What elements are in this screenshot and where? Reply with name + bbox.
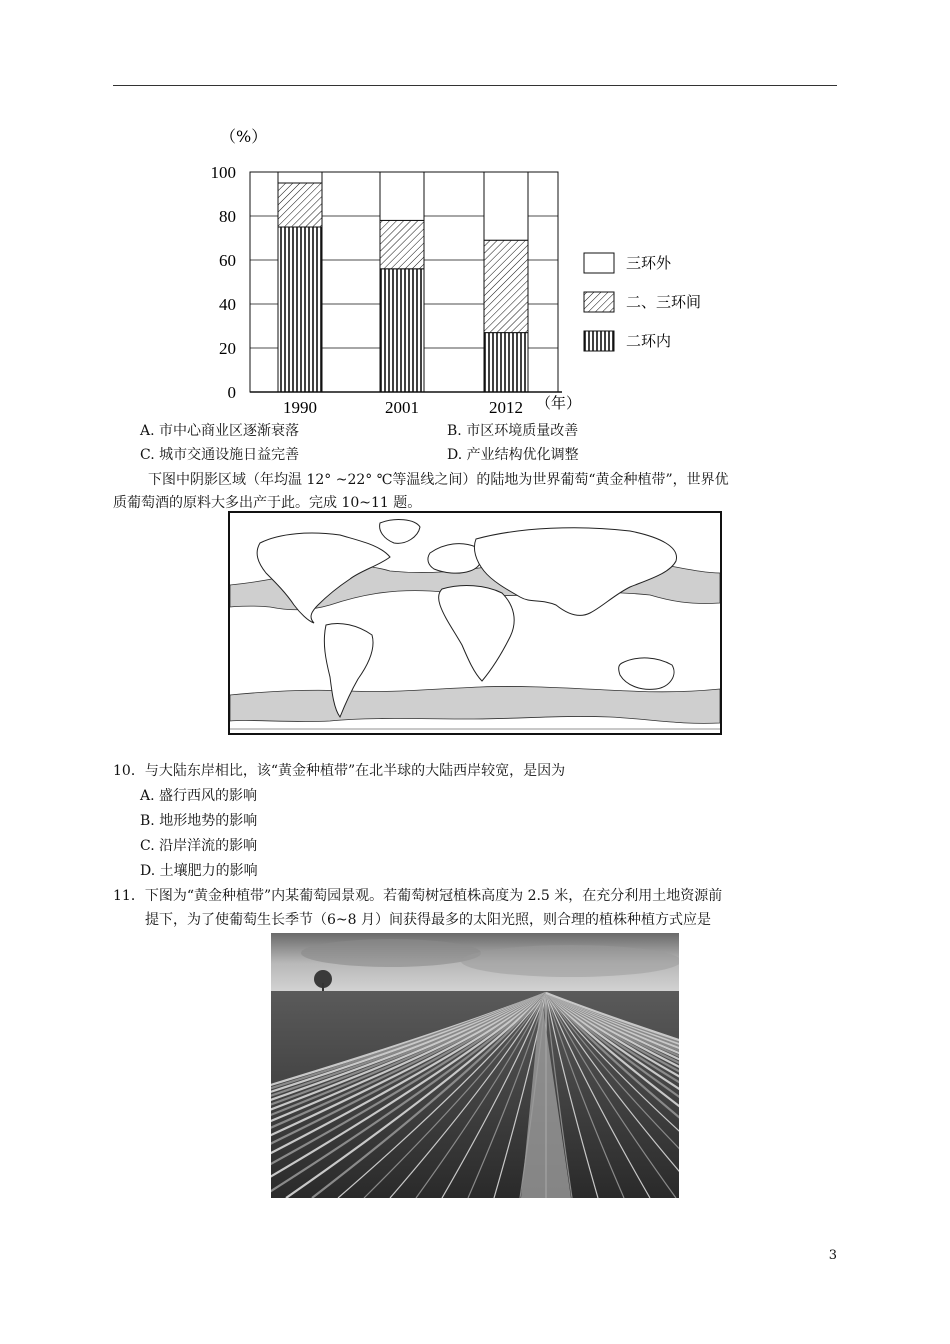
bar-segment: [380, 220, 424, 268]
bar-segment: [484, 333, 528, 392]
x-unit-label: （年）: [536, 394, 582, 412]
header-rule: [113, 85, 837, 86]
southern-belt: [230, 686, 720, 723]
legend-label: 三环外: [626, 254, 672, 272]
option-10d: D. 土壤肥力的影响: [140, 863, 258, 879]
x-tick-label: 2012: [489, 398, 523, 417]
y-tick-label: 100: [210, 163, 236, 182]
stacked-bar-chart: [200, 120, 760, 424]
world-map-svg: [230, 513, 720, 733]
intro-line-1: 下图中阴影区域（年均温 12° ~22° ℃等温线之间）的陆地为世界葡萄“黄金种植带”，世界优: [148, 472, 729, 488]
greenland: [380, 520, 420, 544]
option-9b: B. 市区环境质量改善: [447, 423, 579, 439]
africa: [439, 586, 514, 681]
bar-segment: [484, 172, 528, 240]
bar-segment: [484, 240, 528, 332]
legend-label: 二环内: [626, 332, 672, 350]
option-10c: C. 沿岸洋流的影响: [140, 838, 258, 854]
bar-segment: [380, 172, 424, 220]
x-tick-label: 2001: [385, 398, 419, 417]
page-number: 3: [828, 1248, 837, 1263]
bar-segment: [278, 183, 322, 227]
question-10-stem: 10．与大陆东岸相比，该“黄金种植带”在北半球的大陆西岸较宽，是因为: [113, 763, 566, 779]
option-10b: B. 地形地势的影响: [140, 813, 258, 829]
question-11-line-2: 提下，为了使葡萄生长季节（6~8 月）间获得最多的太阳光照，则合理的植株种植方式应是: [145, 912, 711, 928]
y-unit-label: （%）: [220, 127, 268, 146]
legend-swatch: [584, 253, 614, 273]
vineyard-svg: [271, 933, 679, 1198]
legend-swatch: [584, 331, 614, 351]
x-tick-label: 1990: [283, 398, 317, 417]
y-tick-label: 60: [219, 251, 236, 270]
y-tick-label: 0: [227, 383, 236, 402]
vineyard-photo: [271, 933, 679, 1198]
bar-segment: [380, 269, 424, 392]
option-10a: A. 盛行西风的影响: [140, 788, 258, 804]
bar-segment: [278, 172, 322, 183]
option-9c: C. 城市交通设施日益完善: [140, 447, 300, 463]
y-tick-label: 80: [219, 207, 236, 226]
chart-svg: [200, 120, 760, 420]
option-9a: A. 市中心商业区逐渐衰落: [140, 423, 300, 439]
world-map: [228, 511, 722, 735]
legend-swatch: [584, 292, 614, 312]
intro-line-2: 质葡萄酒的原料大多出产于此。完成 10~11 题。: [113, 495, 422, 511]
bar-segment: [278, 227, 322, 392]
y-tick-label: 20: [219, 339, 236, 358]
question-11-line-1: 11．下图为“黄金种植带”内某葡萄园景观。若葡萄树冠植株高度为 2.5 米，在充分利用土地资源前: [113, 888, 723, 904]
y-tick-label: 40: [219, 295, 236, 314]
option-9d: D. 产业结构优化调整: [447, 447, 579, 463]
europe: [428, 544, 482, 574]
australia: [619, 658, 674, 689]
legend-label: 二、三环间: [626, 293, 702, 311]
